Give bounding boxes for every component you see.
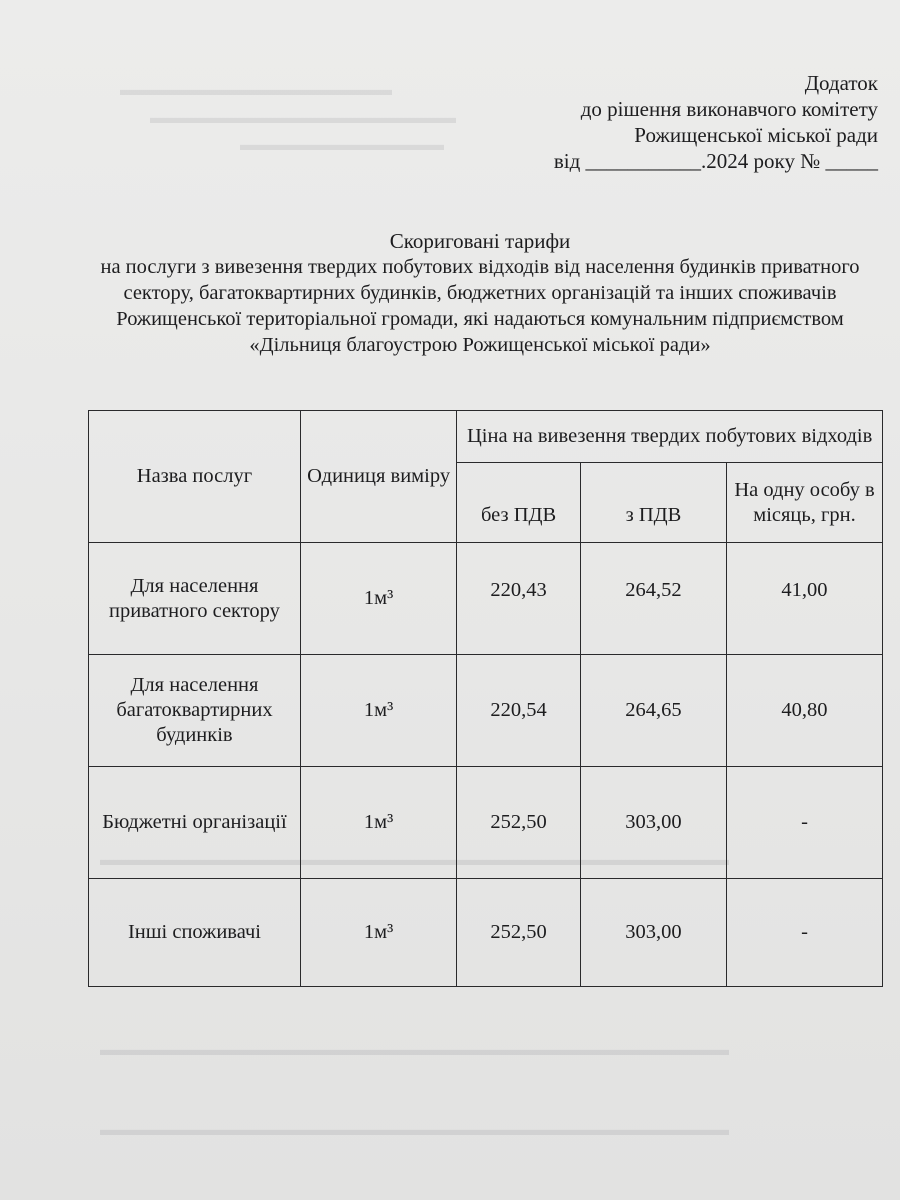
row-name: Для населення приватного сектору [89, 543, 301, 655]
row-name: Інші споживачі [89, 879, 301, 987]
row-per-person: 40,80 [726, 655, 882, 767]
row-with-vat: 303,00 [580, 879, 726, 987]
row-unit: 1м³ [300, 767, 456, 879]
row-with-vat: 264,65 [580, 655, 726, 767]
row-with-vat: 303,00 [580, 767, 726, 879]
title-heading: Скориговані тарифи [389, 229, 571, 253]
header-with-vat: з ПДВ [580, 463, 726, 543]
row-without-vat: 220,54 [457, 655, 581, 767]
bleed-through-shadow: ▬▬▬▬▬▬▬▬▬▬▬▬ [240, 135, 444, 154]
header-unit: Одиниця виміру [300, 411, 456, 543]
bleed-through-shadow: ▬▬▬▬▬▬▬▬▬▬▬▬▬▬▬▬▬▬▬▬▬▬▬▬▬▬▬▬▬▬▬▬▬▬▬▬▬ [100, 1120, 729, 1139]
header-name: Назва послуг [89, 411, 301, 543]
row-with-vat: 264,52 [580, 543, 726, 655]
row-unit: 1м³ [300, 879, 456, 987]
row-without-vat: 252,50 [457, 879, 581, 987]
table-row [89, 767, 883, 879]
row-per-person: - [726, 879, 882, 987]
document-title [70, 228, 890, 358]
row-name: Для населення багатоквартирних будинків [89, 655, 301, 767]
header-price-group: Ціна на вивезення твердих побутових відходів [457, 411, 883, 463]
row-per-person: - [726, 767, 882, 879]
row-unit: 1м³ [300, 655, 456, 767]
appendix-decision-line: до рішення виконавчого комітету [580, 97, 878, 121]
bleed-through-shadow: ▬▬▬▬▬▬▬▬▬▬▬▬▬▬▬▬▬▬▬▬▬▬▬▬▬▬▬▬▬▬▬▬▬▬▬▬▬ [100, 1040, 729, 1059]
table-row [89, 879, 883, 987]
row-without-vat: 220,43 [457, 543, 581, 655]
row-without-vat: 252,50 [457, 767, 581, 879]
row-unit: 1м³ [300, 543, 456, 655]
table-row [89, 543, 883, 655]
row-per-person: 41,00 [726, 543, 882, 655]
row-name: Бюджетні організації [89, 767, 301, 879]
appendix-label: Додаток [804, 71, 878, 95]
appendix-date-line: від ___________.2024 року № _____ [553, 149, 878, 173]
bleed-through-shadow: ▬▬▬▬▬▬▬▬▬▬▬▬▬▬▬▬▬▬ [150, 108, 456, 127]
title-body: на послуги з вивезення твердих побутових відходів від населення будинків приватного сектору, багатоквартирних будинків, бюджетних організацій та інших споживачів Рожищенської територіальної громади, які надаються комунальним підприємством «Дільниця благоустрою Рожищенської міської ради» [100, 256, 860, 356]
appendix-block [554, 70, 878, 174]
header-per-person: На одну особу в місяць, грн. [726, 463, 882, 543]
tariffs-table [88, 410, 883, 987]
table-row [89, 655, 883, 767]
bleed-through-shadow: ▬▬▬▬▬▬▬▬▬▬▬▬▬▬▬▬ [120, 80, 392, 99]
bleed-through-shadow: ▬▬▬▬▬▬▬▬▬▬▬▬▬▬▬▬▬▬▬▬▬▬▬▬▬▬▬▬▬▬▬▬▬▬▬▬▬ [100, 850, 729, 869]
header-without-vat: без ПДВ [457, 463, 581, 543]
appendix-council-line: Рожищенської міської ради [634, 123, 878, 147]
